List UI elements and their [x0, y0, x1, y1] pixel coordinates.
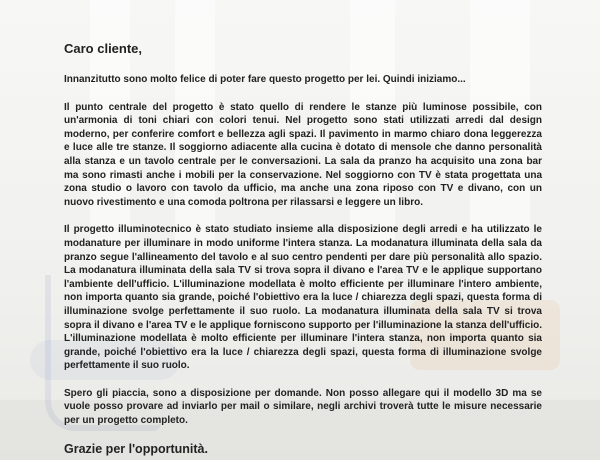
- letter-paragraph-contact: Spero gli piaccia, sono a disposizione per domande. Non posso allegare qui il modello 3D ma se vuole posso provare ad inviarlo per mail o similare, negli archivi troverà tutte le misure necessarie per un progetto completo.: [64, 387, 542, 427]
- letter-body: [64, 41, 542, 456]
- letter-salutation: Caro cliente,: [64, 41, 143, 56]
- letter-intro: Innanzitutto sono molto felice di poter fare questo progetto per lei. Quindi iniziamo...: [64, 74, 466, 85]
- letter-closing: Grazie per l'opportunità.: [64, 441, 208, 456]
- letter-paragraph-lighting: Il progetto illuminotecnico è stato studiato insieme alla disposizione degli arredi e ha utilizzato le modanature per illuminare in modo uniforme l'intera stanza. La modanatura illuminata della sala da pranzo segue l'allineamento del tavolo e al suo centro pendenti per dare più personalità allo spazio. La modanatura illuminata della sala TV si trova sopra il divano e l'area TV e le applique supportano l'ambiente dell'ufficio. L'illuminazione modellata è molto efficiente per illuminare l'intero ambiente, non importa quanto sia grande, poiché l'obiettivo era la luce / chiarezza degli spazi, questa forma di illuminazione svolge perfettamente il suo ruolo. La modanatura illuminata della sala TV si trova sopra il divano e l'area TV e le applique forniscono supporto per l'illuminazione la stanza dell'ufficio. L'illuminazione modellata è molto efficiente per illuminare l'intera stanza, non importa quanto sia grande, poiché l'obiettivo era la luce / chiarezza degli spazi, questa forma di illuminazione svolge perfettamente il suo ruolo.: [64, 224, 542, 372]
- letter-paragraph-design: Il punto centrale del progetto è stato quello di rendere le stanze più luminose possibile, con un'armonia di toni chiari con colori tenui. Nel progetto sono stati utilizzati arredi dal design moderno, per conferire comfort e bellezza agli spazi. Il pavimento in marmo chiaro dona leggerezza e luce alle tre stanze. Il soggiorno adiacente alla cucina è dotato di mensole che danno personalità alla stanza e un tavolo centrale per le conversazioni. La sala da pranzo ha acquisito una zona bar ma sono rimasti anche i mobili per la conservazione. Nel soggiorno con TV è stata progettata una zona studio o lavoro con tavolo da ufficio, ma anche una zona riposo con TV e divano, con un nuovo rivestimento e una comoda poltrona per rilassarsi e leggere un libro.: [64, 101, 542, 208]
